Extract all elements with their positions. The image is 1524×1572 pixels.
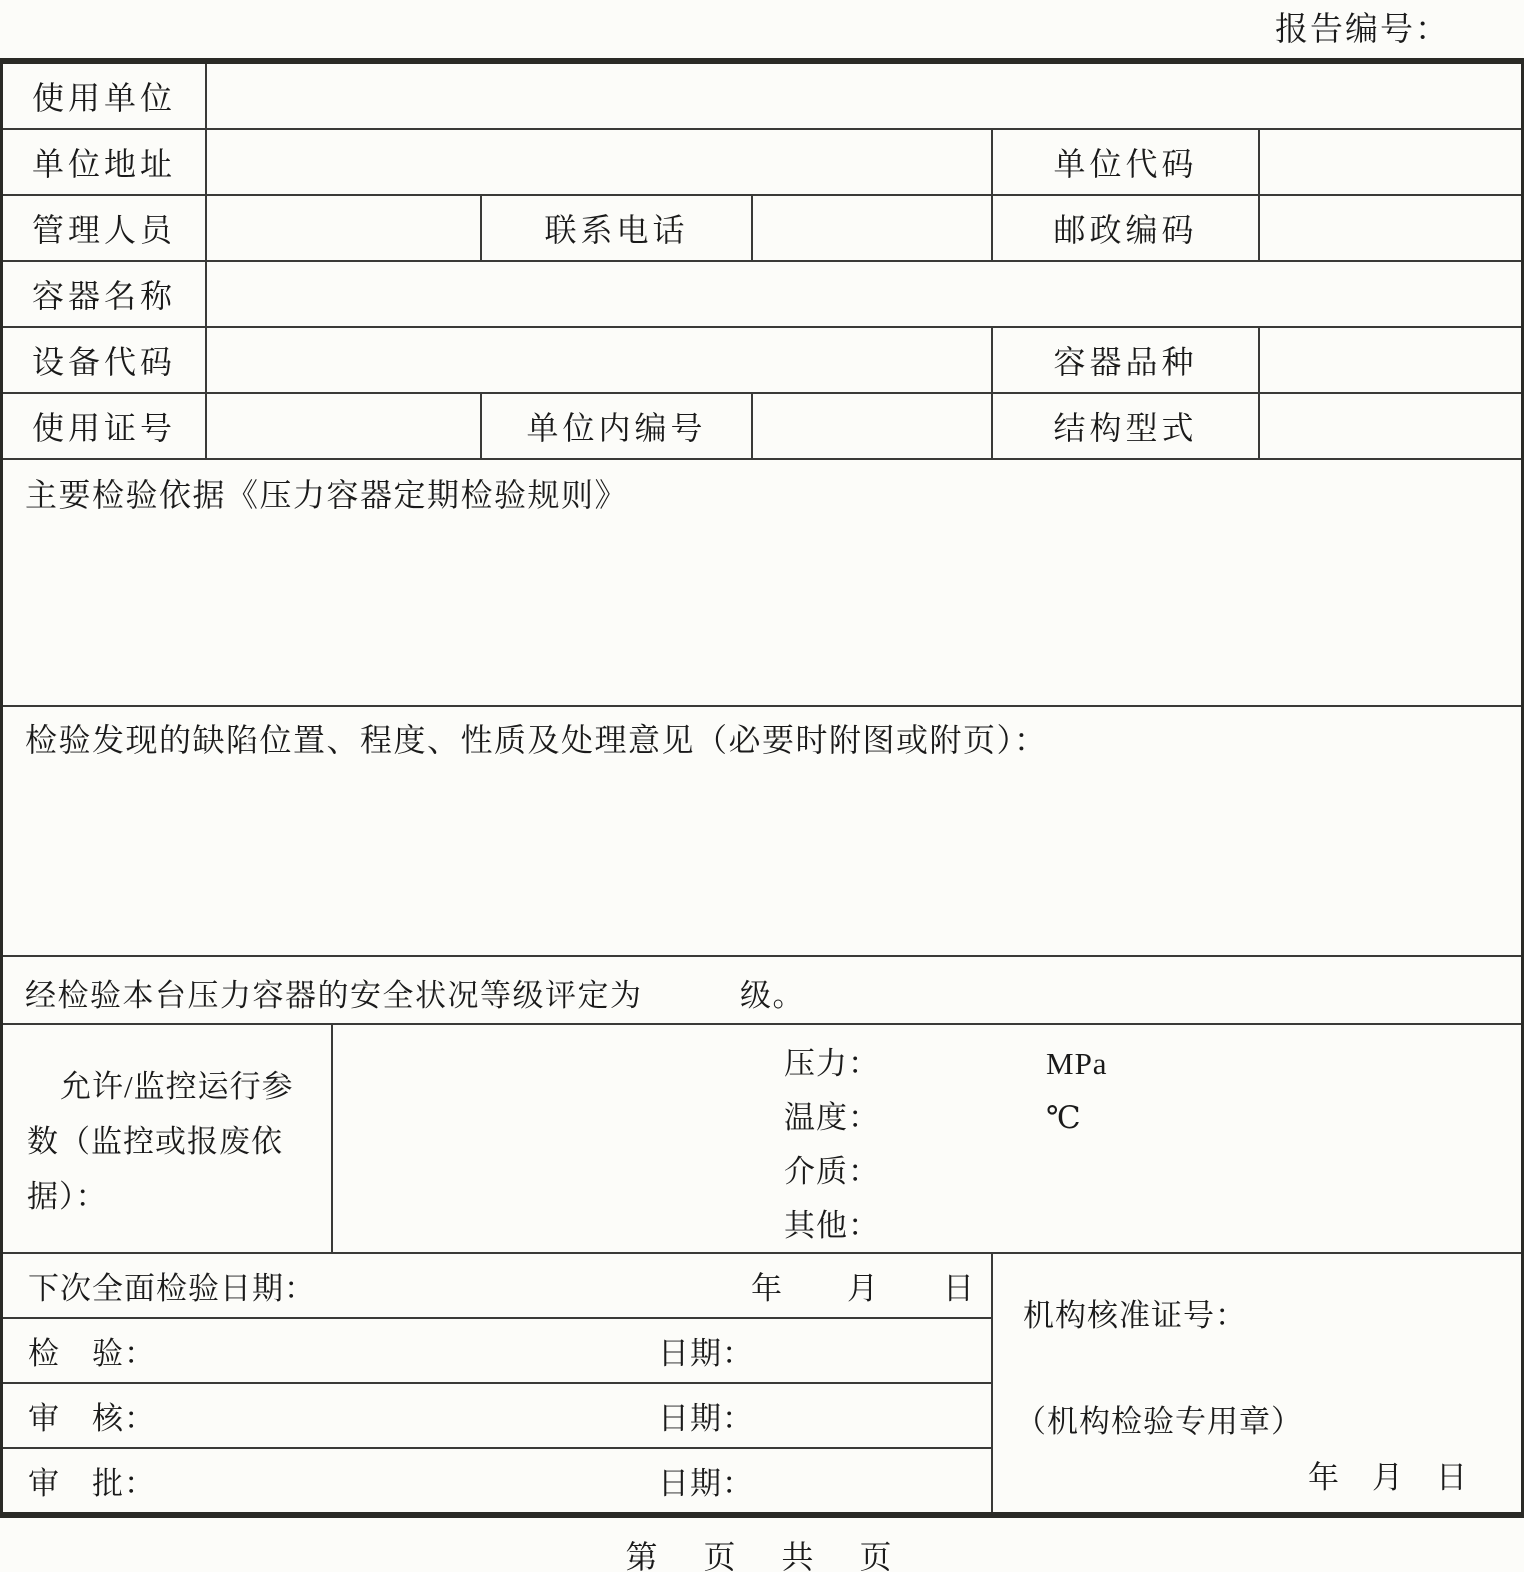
medium-line (333, 1145, 1521, 1199)
other-label: 其他： (784, 1208, 880, 1243)
inspector-row (3, 1319, 991, 1384)
container-category-value (1260, 328, 1521, 394)
use-cert-label: 使用证号 (3, 394, 207, 460)
unit-code-value (1260, 130, 1521, 196)
next-inspection-ymd: 年 月 日 (751, 1271, 975, 1306)
org-ymd: 年 月 日 (1308, 1460, 1468, 1495)
signoff-table (3, 1254, 1521, 1512)
unit-internal-no-value (753, 394, 993, 460)
equipment-code-value (207, 328, 993, 394)
container-category-label: 容器品种 (993, 328, 1260, 394)
safety-grade-text: 经检验本台压力容器的安全状况等级评定为 级。 (25, 978, 805, 1013)
container-name-value (207, 262, 1521, 328)
structure-type-label: 结构型式 (993, 394, 1260, 460)
next-inspection-label: 下次全面检验日期： (28, 1271, 316, 1306)
inspector-label: 检 验： (28, 1336, 156, 1371)
operating-parameters-section (3, 1025, 1521, 1254)
use-cert-value (207, 394, 482, 460)
container-name-label: 容器名称 (3, 262, 207, 328)
approver-date-label: 日期： (658, 1466, 754, 1501)
inspection-basis-section (3, 460, 1521, 707)
pressure-label: 压力： (784, 1046, 880, 1081)
defects-section (3, 707, 1521, 957)
other-line (333, 1199, 1521, 1253)
postal-code-value (1260, 196, 1521, 262)
postal-code-label: 邮政编码 (993, 196, 1260, 262)
use-unit-label: 使用单位 (3, 64, 207, 130)
parameters-value-cell (333, 1025, 1521, 1252)
manager-label: 管理人员 (3, 196, 207, 262)
report-number-label: 报告编号： (1275, 12, 1450, 48)
temperature-line (333, 1091, 1521, 1145)
safety-grade-section (3, 957, 1521, 1025)
inspector-date-label: 日期： (658, 1336, 754, 1371)
reviewer-label: 审 核： (28, 1401, 156, 1436)
structure-type-value (1260, 394, 1521, 460)
pressure-line (333, 1037, 1521, 1091)
reviewer-date-label: 日期： (658, 1401, 754, 1436)
unit-internal-no-label: 单位内编号 (482, 394, 753, 460)
manager-value (207, 196, 482, 262)
approver-row (3, 1449, 991, 1512)
unit-address-value (207, 130, 993, 196)
temperature-unit: ℃ (1046, 1100, 1082, 1135)
contact-phone-value (753, 196, 993, 262)
reviewer-row (3, 1384, 991, 1449)
form-frame (0, 58, 1524, 1518)
inspection-basis-text: 主要检验依据《压力容器定期检验规则》 (25, 477, 629, 513)
pressure-unit: MPa (1046, 1046, 1108, 1081)
defects-heading-text: 检验发现的缺陷位置、程度、性质及处理意见（必要时附图或附页）： (25, 722, 1048, 758)
org-cert-label: 机构核准证号： (1023, 1298, 1247, 1333)
unit-code-label: 单位代码 (993, 130, 1260, 196)
next-inspection-row (3, 1254, 991, 1319)
temperature-label: 温度： (784, 1100, 880, 1135)
parameters-label-text: 允许/监控运行参数（监控或报废依据）： (27, 1069, 294, 1214)
page-footer: 第 页 共 页 (625, 1539, 899, 1572)
medium-label: 介质： (784, 1154, 880, 1189)
org-seal-label: （机构检验专用章） (1015, 1404, 1303, 1439)
approver-label: 审 批： (28, 1466, 156, 1501)
organization-cell (993, 1254, 1521, 1512)
info-table (3, 64, 1521, 460)
use-unit-value (207, 64, 1521, 130)
equipment-code-label: 设备代码 (3, 328, 207, 394)
contact-phone-label: 联系电话 (482, 196, 753, 262)
signoff-left-column (3, 1254, 993, 1512)
parameters-label-cell (3, 1025, 333, 1252)
unit-address-label: 单位地址 (3, 130, 207, 196)
